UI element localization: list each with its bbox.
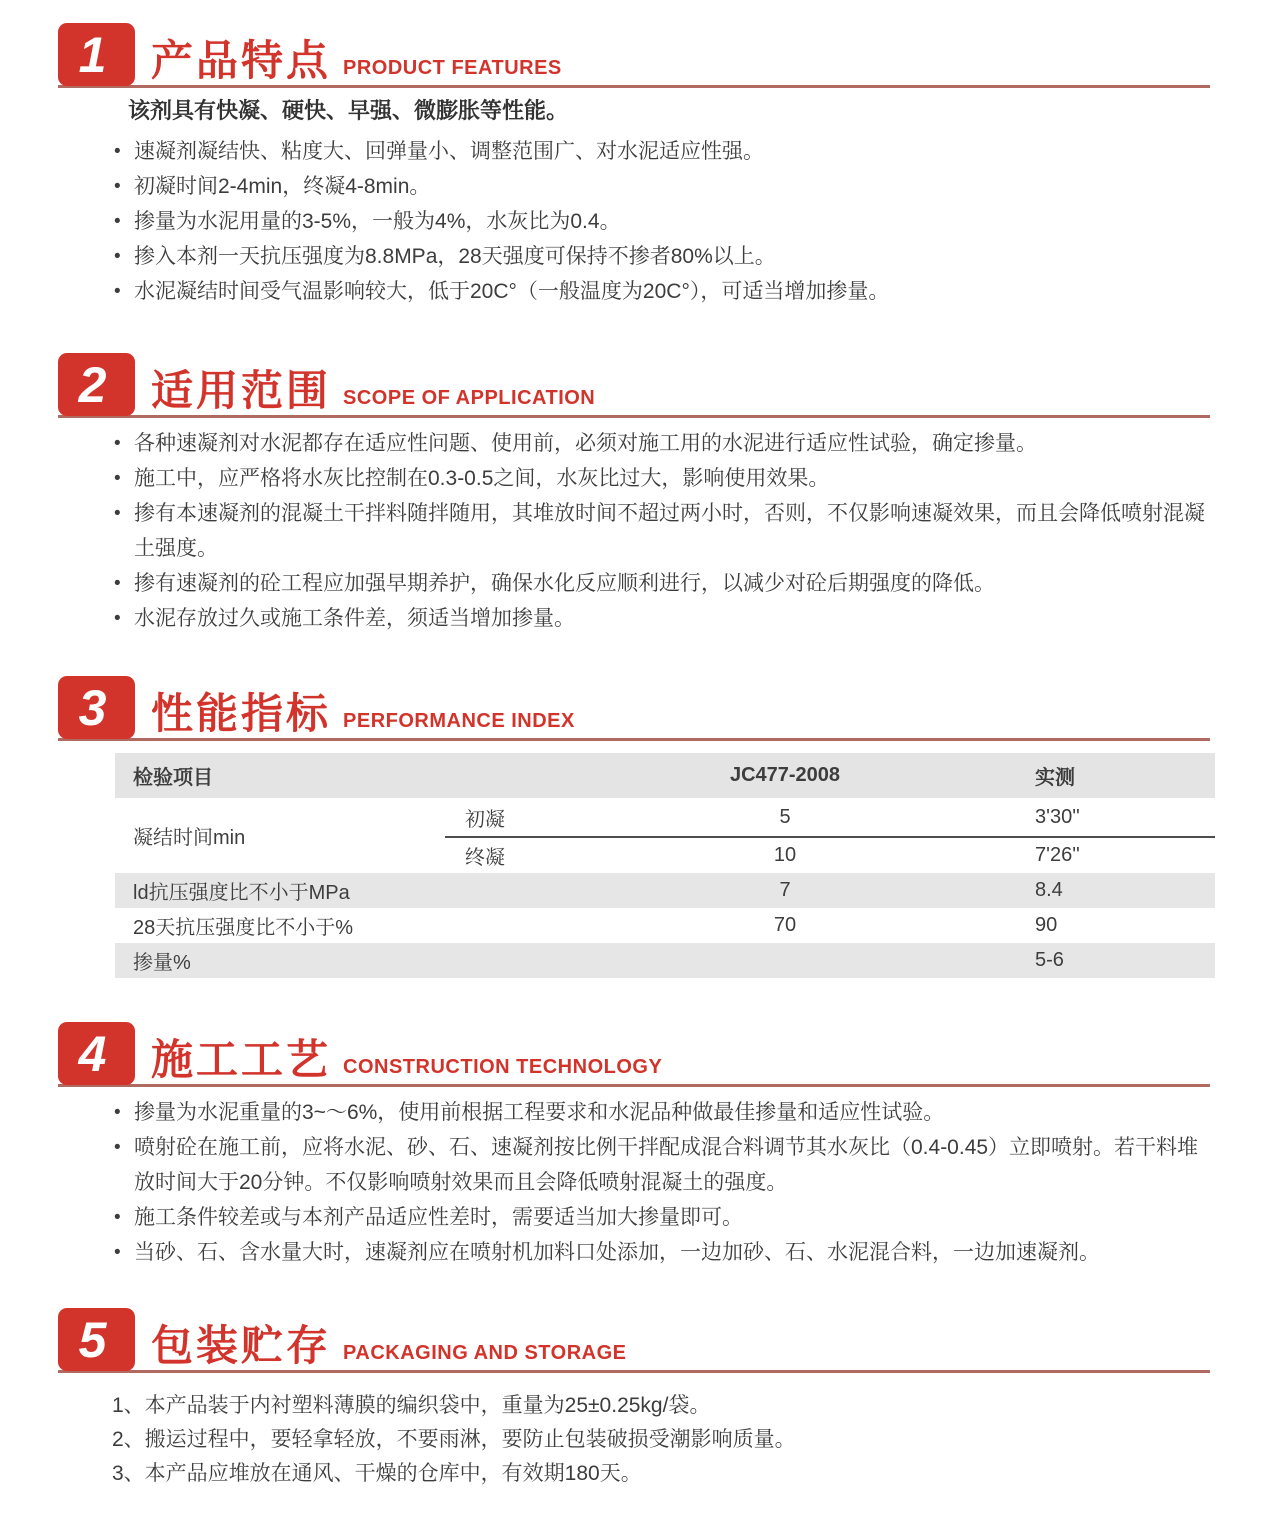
bullet-item: • 掺有本速凝剂的混凝土干拌料随拌随用，其堆放时间不超过两小时，否则，不仅影响速凝效果，而且会降低喷射混凝土强度。	[112, 496, 1210, 566]
bullet-item: • 速凝剂凝结快、粘度大、回弹量小、调整范围广、对水泥适应性强。	[112, 134, 1210, 169]
numbered-item: 2、搬运过程中，要轻拿轻放，不要雨淋，要防止包装破损受潮影响质量。	[112, 1428, 796, 1451]
bullet-list	[58, 1095, 1210, 1270]
row-measured: 5-6	[1035, 949, 1064, 971]
bullet-list	[58, 426, 1210, 636]
section-header	[58, 675, 1210, 741]
section-title-en: PACKAGING AND STORAGE	[343, 1342, 627, 1364]
group-row-label: 凝结时间min	[133, 827, 246, 849]
row-label: ld抗压强度比不小于MPa	[133, 882, 350, 904]
section-number-badge: 4	[58, 1022, 135, 1085]
bullet-item: • 施工中，应严格将水灰比控制在0.3-0.5之间，水灰比过大，影响使用效果。	[112, 461, 1210, 496]
table-row	[115, 943, 1215, 978]
table-subrow	[445, 836, 1215, 873]
subrow-name: 初凝	[465, 808, 505, 831]
bullet-item: • 水泥凝结时间受气温影响较大，低于20C°（一般温度为20C°），可适当增加掺量。	[112, 274, 1210, 309]
bullet-list	[58, 134, 1210, 309]
section-product-features	[58, 22, 1210, 309]
section-number-badge: 5	[58, 1308, 135, 1371]
section-title-en: CONSTRUCTION TECHNOLOGY	[343, 1056, 663, 1078]
section-header	[58, 22, 1210, 88]
bullet-item: • 掺入本剂一天抗压强度为8.8MPa，28天强度可保持不掺者80%以上。	[112, 239, 1210, 274]
bullet-item: • 初凝时间2-4min，终凝4-8min。	[112, 169, 1210, 204]
section-performance-index	[58, 675, 1210, 978]
section-title-en: PERFORMANCE INDEX	[343, 710, 575, 732]
table-header-standard: JC477-2008	[729, 764, 841, 786]
section-title-en: SCOPE OF APPLICATION	[343, 387, 596, 409]
table-subrow	[445, 798, 1215, 836]
row-label: 28天抗压强度比不小于%	[133, 917, 354, 939]
bullet-item: • 掺有速凝剂的砼工程应加强早期养护，确保水化反应顺利进行，以减少对砼后期强度的降低。	[112, 566, 1210, 601]
subrow-name: 终凝	[465, 847, 505, 869]
section-title-en: PRODUCT FEATURES	[343, 57, 562, 79]
row-measured: 90	[1035, 914, 1058, 936]
subrow-standard: 10	[773, 844, 797, 866]
section-header	[58, 352, 1210, 418]
table-group-row	[115, 798, 1215, 873]
section-title-cn: 性能指标	[151, 690, 332, 737]
section-title-cn: 适用范围	[151, 367, 332, 414]
numbered-item: 3、本产品应堆放在通风、干燥的仓库中，有效期180天。	[112, 1462, 642, 1485]
section-title-cn: 包装贮存	[151, 1322, 332, 1369]
bullet-item: • 各种速凝剂对水泥都存在适应性问题、使用前，必须对施工用的水泥进行适应性试验，确定掺量。	[112, 426, 1210, 461]
numbered-item: 1、本产品装于内衬塑料薄膜的编织袋中，重量为25±0.25kg/袋。	[112, 1394, 711, 1417]
intro-line: 该剂具有快凝、硬快、早强、微膨胀等性能。	[128, 98, 569, 123]
bullet-item: • 掺量为水泥用量的3-5%，一般为4%，水灰比为0.4。	[112, 204, 1210, 239]
numbered-list	[58, 1389, 1210, 1491]
section-scope-of-application	[58, 352, 1210, 636]
group-subrows	[445, 798, 1215, 873]
bullet-item: • 掺量为水泥重量的3~～6%，使用前根据工程要求和水泥品种做最佳掺量和适应性试验。	[112, 1095, 1210, 1130]
bullet-item: • 喷射砼在施工前，应将水泥、砂、石、速凝剂按比例干拌配成混合料调节其水灰比（0.4-0.45）立即喷射。若干料堆放时间大于20分钟。不仅影响喷射效果而且会降低喷射混凝土的强度。	[112, 1130, 1210, 1200]
performance-table	[115, 753, 1215, 978]
table-row	[115, 873, 1215, 908]
bullet-item: • 施工条件较差或与本剂产品适应性差时，需要适当加大掺量即可。	[112, 1200, 1210, 1235]
table-row	[115, 908, 1215, 943]
section-number-badge: 3	[58, 676, 135, 739]
section-number-badge: 1	[58, 23, 135, 86]
section-construction-technology	[58, 1021, 1210, 1270]
subrow-standard: 5	[779, 805, 791, 828]
section-title-cn: 产品特点	[151, 37, 332, 84]
table-header-row	[115, 753, 1215, 798]
row-standard: 7	[779, 879, 791, 901]
row-label: 掺量%	[133, 952, 191, 974]
subrow-measured: 7'26''	[1035, 844, 1080, 866]
section-title-cn: 施工工艺	[151, 1036, 332, 1083]
table-header-item: 检验项目	[133, 767, 213, 789]
row-measured: 8.4	[1035, 879, 1063, 901]
section-packaging-and-storage	[58, 1307, 1210, 1491]
bullet-item: • 当砂、石、含水量大时，速凝剂应在喷射机加料口处添加，一边加砂、石、水泥混合料，一边加速凝剂。	[112, 1235, 1210, 1270]
section-header	[58, 1021, 1210, 1087]
section-number-badge: 2	[58, 353, 135, 416]
row-standard: 70	[773, 914, 797, 936]
bullet-item: • 水泥存放过久或施工条件差，须适当增加掺量。	[112, 601, 1210, 636]
table-header-measured: 实测	[1035, 767, 1075, 789]
subrow-measured: 3'30''	[1035, 805, 1080, 828]
section-header	[58, 1307, 1210, 1373]
